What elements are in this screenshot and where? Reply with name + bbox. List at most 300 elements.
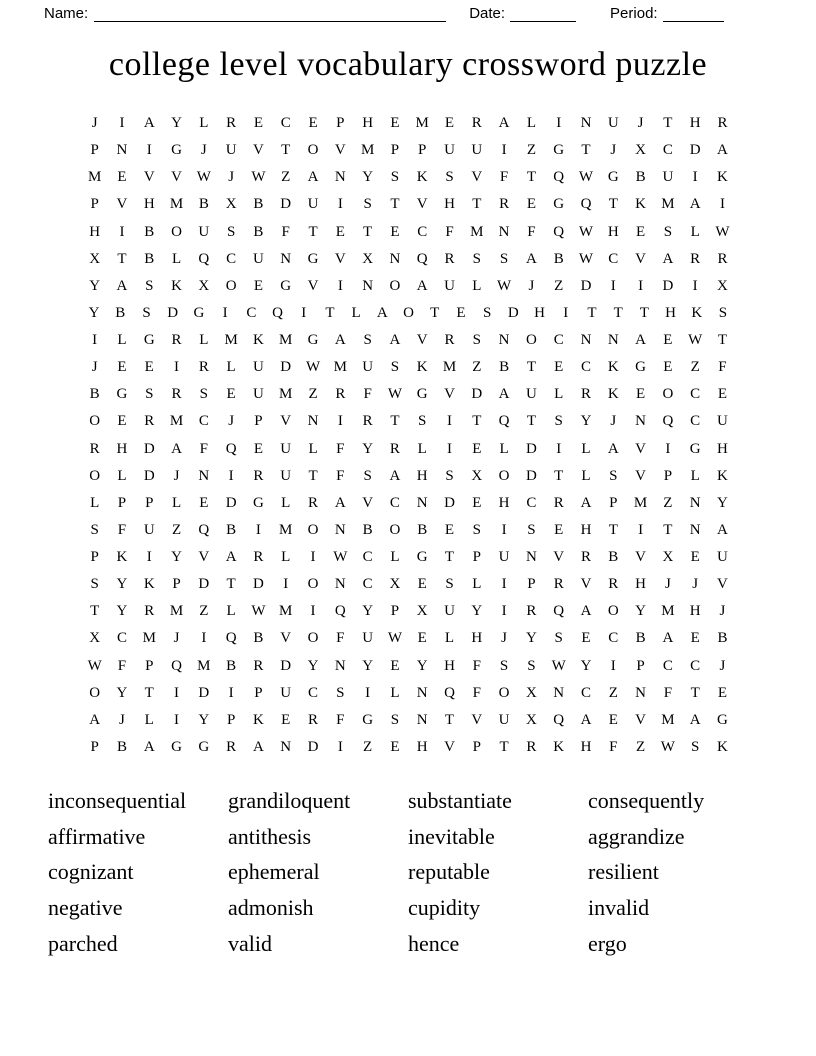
grid-letter: Y [471, 603, 483, 620]
grid-letter: L [199, 332, 209, 348]
grid-letter: C [116, 630, 127, 647]
grid-letter: H [534, 304, 545, 321]
grid-letter: I [692, 277, 698, 294]
grid-letter: J [637, 115, 644, 131]
grid-letter: X [89, 630, 101, 647]
grid-letter: H [689, 603, 701, 620]
grid-letter: R [580, 386, 591, 403]
grid-letter: X [525, 711, 537, 728]
grid-letter: O [403, 304, 414, 321]
grid-letter: R [226, 115, 237, 131]
grid-letter: T [390, 196, 400, 213]
grid-row [81, 137, 736, 164]
grid-letter: Q [272, 304, 283, 321]
grid-letter: Z [554, 277, 564, 294]
grid-letter: V [416, 196, 428, 213]
grid-letter: M [360, 142, 375, 159]
grid-letter: I [501, 603, 507, 620]
grid-letter: L [199, 115, 209, 131]
grid-letter: G [416, 549, 428, 565]
grid-letter: I [255, 521, 261, 538]
grid-letter: R [471, 115, 482, 131]
grid-letter: A [580, 494, 592, 511]
grid-letter: B [89, 386, 100, 403]
grid-letter: S [142, 304, 151, 321]
grid-letter: I [447, 413, 452, 430]
grid-letter: I [174, 359, 180, 376]
word-item: negative [48, 895, 123, 921]
grid-letter: E [253, 440, 264, 457]
grid-letter: L [171, 494, 182, 511]
grid-letter: T [281, 142, 291, 159]
grid-letter: I [719, 196, 725, 213]
grid-letter: O [607, 603, 619, 620]
grid-letter: C [389, 494, 400, 511]
grid-letter: U [362, 630, 374, 647]
grid-letter: E [253, 115, 264, 131]
grid-letter: L [554, 386, 564, 403]
grid-letter: H [416, 738, 428, 755]
grid-letter: P [636, 657, 645, 674]
grid-letter: C [280, 115, 291, 131]
grid-letter: U [280, 467, 292, 484]
grid-letter: A [116, 277, 128, 294]
grid-row [81, 707, 736, 734]
grid-letter: F [527, 223, 536, 240]
grid-letter: K [691, 304, 703, 321]
grid-letter: X [635, 142, 646, 159]
grid-letter: Q [553, 169, 565, 186]
grid-row [81, 164, 736, 191]
grid-letter: T [554, 467, 564, 484]
grid-letter: L [117, 467, 127, 484]
grid-letter: B [362, 521, 373, 538]
grid-letter: N [334, 169, 346, 186]
grid-letter: F [609, 738, 618, 755]
grid-letter: F [336, 467, 345, 484]
grid-letter: D [525, 440, 537, 457]
grid-letter: N [416, 684, 428, 701]
grid-letter: E [444, 521, 455, 538]
grid-letter: L [499, 440, 509, 457]
grid-letter: U [253, 386, 264, 403]
grid-letter: V [253, 142, 264, 159]
grid-letter: W [387, 386, 402, 403]
grid-row [81, 354, 736, 381]
grid-letter: T [608, 521, 618, 538]
grid-letter: M [224, 332, 238, 348]
grid-letter: M [142, 630, 156, 647]
grid-letter: G [607, 169, 619, 186]
grid-letter: A [253, 738, 264, 755]
grid-letter: S [472, 250, 481, 267]
grid-row [81, 436, 736, 463]
grid-letter: I [301, 304, 307, 321]
word-item: inconsequential [48, 788, 187, 813]
grid-letter: O [225, 277, 237, 294]
grid-letter: W [251, 169, 266, 186]
grid-letter: P [145, 494, 154, 511]
grid-letter: F [663, 684, 673, 701]
grid-letter: Z [472, 359, 482, 376]
grid-row [81, 219, 736, 246]
grid-letter: S [499, 250, 509, 267]
grid-letter: H [635, 576, 646, 593]
grid-letter: Z [363, 738, 373, 755]
grid-letter: V [444, 738, 455, 755]
grid-letter: Y [89, 277, 101, 294]
grid-letter: E [690, 630, 700, 647]
grid-letter: G [253, 494, 264, 511]
grid-letter: U [662, 169, 674, 186]
grid-letter: N [416, 494, 428, 511]
grid-letter: E [390, 657, 400, 674]
grid-row [81, 273, 736, 300]
grid-letter: H [580, 738, 592, 755]
grid-letter: A [143, 738, 155, 755]
grid-letter: R [526, 603, 537, 620]
grid-letter: P [172, 576, 181, 593]
grid-letter: M [279, 386, 293, 403]
grid-letter: I [228, 684, 234, 701]
grid-letter: K [143, 576, 155, 593]
grid-letter: L [226, 359, 236, 376]
grid-letter: H [444, 657, 455, 674]
grid-letter: B [115, 304, 126, 321]
grid-letter: I [146, 549, 152, 565]
grid-letter: O [307, 630, 319, 647]
grid-letter: C [690, 386, 701, 403]
grid-letter: G [689, 440, 701, 457]
grid-letter: L [581, 440, 591, 457]
grid-letter: B [253, 223, 264, 240]
grid-letter: Q [198, 250, 210, 267]
grid-letter: F [472, 657, 481, 674]
grid-letter: M [442, 359, 457, 376]
grid-letter: F [472, 684, 481, 701]
grid-letter: G [362, 711, 374, 728]
grid-letter: C [553, 332, 564, 348]
grid-letter: E [417, 576, 427, 593]
grid-row [81, 327, 736, 354]
grid-letter: L [171, 250, 182, 267]
grid-letter: D [143, 467, 155, 484]
grid-letter: M [279, 521, 293, 538]
grid-letter: S [499, 657, 509, 674]
grid-letter: B [635, 630, 646, 647]
grid-letter: N [307, 413, 319, 430]
grid-letter: I [556, 440, 562, 457]
grid-letter: Z [526, 142, 536, 159]
grid-letter: Y [580, 413, 592, 430]
grid-letter: S [390, 169, 400, 186]
grid-letter: E [581, 630, 591, 647]
grid-letter: B [226, 657, 237, 674]
grid-letter: H [116, 440, 128, 457]
grid-letter: P [336, 115, 345, 131]
grid-letter: M [470, 223, 484, 240]
name-label: Name: [44, 5, 89, 22]
word-item: grandiloquent [228, 788, 351, 813]
grid-letter: Y [635, 603, 646, 620]
grid-letter: F [499, 169, 509, 186]
grid-letter: X [389, 576, 401, 593]
grid-letter: A [689, 711, 701, 728]
grid-letter: Q [498, 413, 510, 430]
grid-letter: I [310, 603, 316, 620]
grid-letter: Y [171, 115, 182, 131]
grid-letter: I [119, 115, 125, 131]
grid-letter: U [444, 277, 455, 294]
grid-letter: T [430, 304, 440, 321]
grid-letter: Y [307, 657, 319, 674]
grid-row [81, 490, 736, 517]
grid-letter: M [279, 603, 293, 620]
grid-letter: V [635, 250, 646, 267]
grid-letter: S [418, 413, 427, 430]
word-item: inevitable [408, 823, 495, 849]
grid-letter: U [498, 549, 510, 565]
grid-letter: T [639, 304, 649, 321]
grid-row [81, 571, 736, 598]
grid-letter: R [608, 576, 619, 593]
grid-letter: P [90, 142, 99, 159]
grid-letter: V [143, 169, 155, 186]
grid-letter: R [717, 250, 728, 267]
grid-letter: U [362, 359, 374, 376]
grid-letter: Q [334, 603, 346, 620]
grid-letter: F [281, 223, 290, 240]
word-item: invalid [588, 895, 650, 921]
grid-letter: I [174, 684, 180, 701]
grid-letter: E [117, 169, 127, 186]
period-label: Period: [610, 5, 658, 22]
grid-letter: X [471, 467, 483, 484]
grid-letter: S [363, 467, 372, 484]
grid-letter: G [171, 142, 182, 159]
grid-letter: S [527, 657, 536, 674]
grid-letter: C [690, 413, 701, 430]
grid-letter: N [498, 223, 510, 240]
grid-letter: U [444, 142, 455, 159]
grid-letter: T [226, 576, 236, 593]
grid-letter: M [661, 603, 675, 620]
grid-letter: N [689, 521, 701, 538]
grid-letter: R [253, 657, 264, 674]
grid-letter: A [662, 630, 674, 647]
grid-letter: U [225, 142, 237, 159]
grid-letter: T [526, 169, 536, 186]
grid-letter: I [638, 521, 644, 538]
grid-letter: G [635, 359, 646, 376]
grid-letter: G [416, 386, 428, 403]
grid-letter: P [390, 142, 400, 159]
grid-letter: S [482, 304, 492, 321]
grid-letter: P [472, 738, 481, 755]
grid-letter: A [498, 115, 510, 131]
grid-letter: R [335, 386, 346, 403]
word-item: substantiate [408, 788, 512, 813]
grid-letter: C [362, 549, 373, 565]
grid-letter: Z [663, 494, 673, 511]
grid-letter: L [390, 549, 400, 565]
grid-letter: L [690, 467, 700, 484]
grid-letter: N [416, 711, 428, 728]
grid-letter: W [387, 630, 402, 647]
grid-letter: K [717, 467, 728, 484]
grid-letter: I [563, 304, 569, 321]
grid-letter: K [607, 386, 619, 403]
grid-letter: V [334, 142, 346, 159]
grid-letter: V [198, 549, 210, 565]
grid-letter: J [173, 467, 180, 484]
grid-letter: E [608, 711, 618, 728]
grid-letter: I [310, 549, 316, 565]
grid-letter: Q [662, 413, 674, 430]
grid-letter: C [662, 657, 673, 674]
grid-letter: Q [225, 630, 237, 647]
grid-letter: P [90, 738, 99, 755]
grid-letter: S [145, 386, 154, 403]
grid-letter: X [717, 277, 728, 294]
grid-letter: B [116, 738, 127, 755]
grid-letter: Q [553, 223, 565, 240]
grid-letter: D [280, 657, 292, 674]
grid-letter: A [498, 386, 510, 403]
grid-letter: I [610, 277, 616, 294]
grid-letter: I [222, 304, 228, 321]
grid-letter: E [554, 359, 564, 376]
grid-letter: I [556, 115, 562, 131]
grid-letter: K [416, 359, 428, 376]
grid-letter: D [307, 738, 319, 755]
grid-letter: C [417, 223, 428, 240]
grid-letter: N [198, 467, 210, 484]
grid-letter: N [607, 332, 619, 348]
grid-letter: E [253, 277, 264, 294]
grid-letter: A [389, 467, 401, 484]
word-item: ergo [588, 930, 627, 956]
grid-letter: Y [116, 576, 128, 593]
grid-letter: S [390, 359, 400, 376]
grid-letter: T [308, 223, 318, 240]
grid-letter: R [362, 413, 373, 430]
grid-letter: E [636, 223, 646, 240]
grid-letter: L [417, 440, 427, 457]
grid-letter: C [608, 250, 619, 267]
grid-letter: V [444, 386, 455, 403]
grid-letter: I [365, 684, 371, 701]
word-list-column [588, 783, 768, 961]
grid-letter: G [553, 142, 565, 159]
grid-letter: B [253, 630, 264, 647]
grid-letter: O [89, 413, 101, 430]
grid-letter: E [226, 386, 236, 403]
grid-letter: R [308, 494, 319, 511]
grid-letter: E [444, 115, 455, 131]
grid-letter: D [471, 386, 483, 403]
grid-letter: J [173, 630, 180, 647]
grid-letter: Q [416, 250, 428, 267]
grid-letter: V [471, 711, 483, 728]
grid-letter: N [334, 521, 346, 538]
grid-letter: D [689, 142, 701, 159]
grid-letter: M [169, 603, 184, 620]
grid-letter: Z [308, 386, 318, 403]
grid-letter: W [497, 277, 512, 294]
grid-letter: I [638, 277, 644, 294]
grid-letter: V [635, 440, 646, 457]
grid-letter: U [143, 521, 155, 538]
grid-letter: N [553, 684, 565, 701]
grid-letter: Y [362, 169, 374, 186]
grid-letter: Z [636, 738, 646, 755]
grid-letter: M [633, 494, 648, 511]
grid-letter: E [117, 359, 127, 376]
grid-letter: E [663, 332, 673, 348]
grid-letter: U [307, 196, 319, 213]
grid-letter: O [389, 521, 401, 538]
grid-letter: E [717, 684, 728, 701]
grid-letter: P [609, 494, 618, 511]
grid-letter: A [376, 304, 388, 321]
grid-letter: W [660, 738, 675, 755]
grid-letter: D [280, 196, 292, 213]
grid-row [81, 110, 736, 137]
grid-letter: N [334, 657, 346, 674]
grid-letter: T [663, 115, 673, 131]
grid-letter: I [337, 277, 343, 294]
grid-letter: N [635, 684, 646, 701]
grid-letter: A [635, 332, 646, 348]
grid-letter: J [610, 413, 617, 430]
grid-letter: H [665, 304, 676, 321]
grid-letter: A [717, 142, 728, 159]
grid-letter: G [307, 332, 319, 348]
grid-letter: H [362, 115, 374, 131]
grid-letter: R [444, 250, 455, 267]
grid-letter: X [362, 250, 374, 267]
grid-letter: I [146, 142, 152, 159]
grid-letter: W [578, 250, 594, 267]
grid-letter: E [335, 223, 345, 240]
grid-letter: Y [717, 494, 728, 511]
grid-letter: T [587, 304, 597, 321]
grid-letter: L [351, 304, 361, 321]
grid-letter: M [197, 657, 211, 674]
grid-letter: R [526, 738, 537, 755]
grid-letter: T [472, 413, 482, 430]
grid-letter: J [200, 142, 207, 159]
grid-letter: H [444, 196, 455, 213]
grid-letter: B [253, 196, 264, 213]
grid-letter: X [89, 250, 101, 267]
grid-letter: Q [553, 603, 565, 620]
grid-letter: T [717, 332, 728, 348]
grid-letter: D [507, 304, 519, 321]
grid-letter: J [719, 603, 726, 620]
grid-letter: Q [580, 196, 592, 213]
grid-letter: V [416, 332, 428, 348]
grid-row [81, 598, 736, 625]
grid-letter: B [608, 549, 619, 565]
grid-letter: S [363, 332, 372, 348]
grid-letter: W [578, 169, 594, 186]
grid-letter: H [580, 521, 592, 538]
grid-letter: G [717, 711, 728, 728]
grid-letter: O [171, 223, 182, 240]
grid-letter: Y [88, 304, 100, 321]
